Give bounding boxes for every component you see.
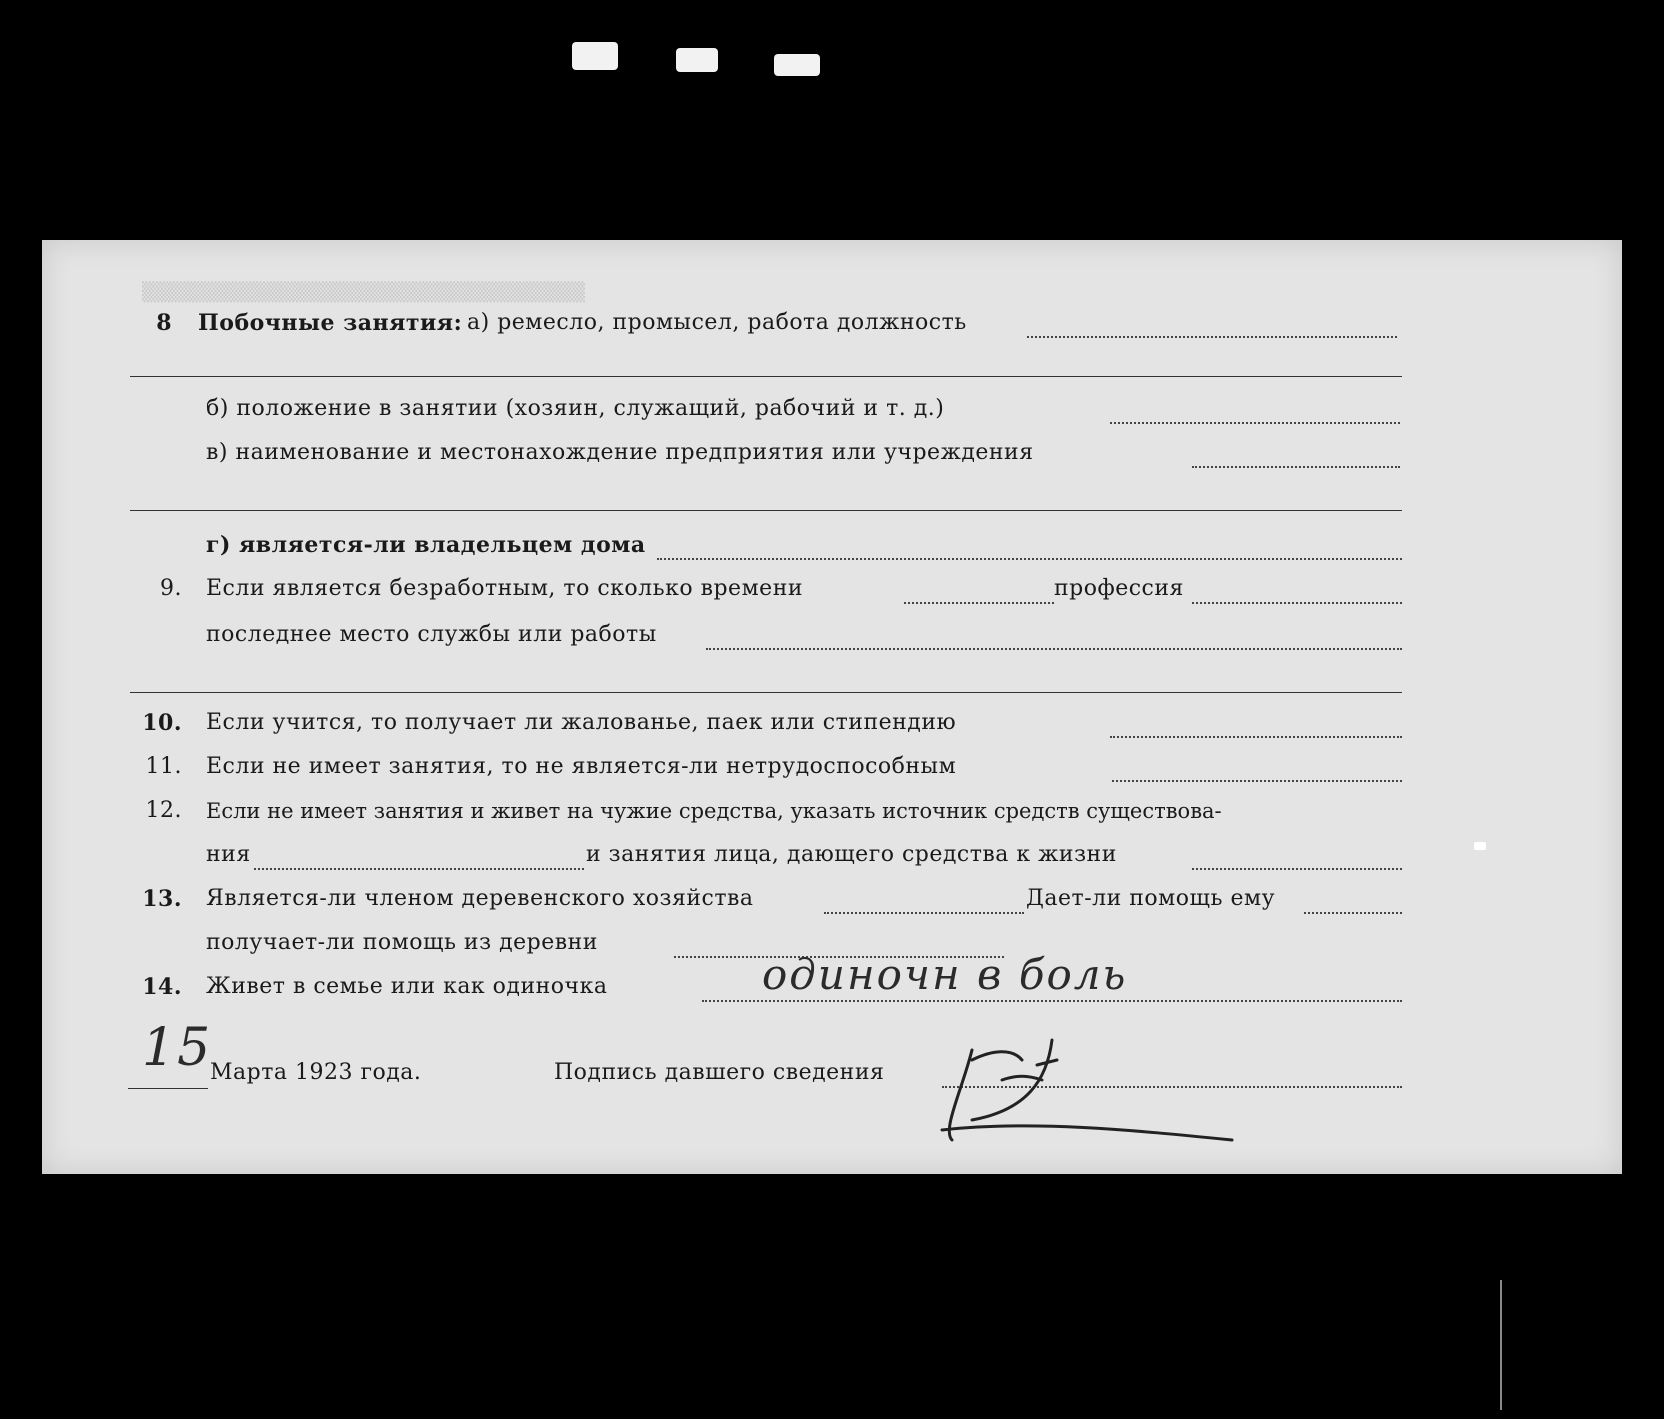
item-9-profession-field[interactable] — [1192, 602, 1402, 604]
date-day-handwritten: 15 — [142, 1018, 213, 1078]
item-12-provider-label: и занятия лица, дающего средства к жизни — [586, 842, 1117, 867]
item-11-row — [42, 752, 1622, 786]
signature-label: Подпись давшего сведения — [554, 1060, 885, 1085]
date-text: Марта 1923 года. — [210, 1060, 422, 1085]
item-14-label: Живет в семье или как одиночка — [206, 974, 608, 999]
item-12-source-field[interactable] — [254, 868, 584, 870]
item-12-label-cont: ния — [206, 842, 251, 867]
item-8v-continuation-line[interactable] — [130, 510, 1402, 511]
film-scratch — [1500, 1280, 1502, 1410]
item-8a-continuation-line[interactable] — [130, 376, 1402, 377]
item-9-continuation-line[interactable] — [130, 692, 1402, 693]
item-8b-field[interactable] — [1110, 422, 1400, 424]
film-tab-2 — [676, 48, 718, 72]
item-8v-row — [42, 438, 1622, 472]
item-8g-row — [42, 530, 1622, 564]
item-14-number: 14. — [142, 974, 182, 1000]
item-8-row — [42, 308, 1622, 342]
item-12-label: Если не имеет занятия и живет на чужие средства, указать источник средств существова- — [206, 799, 1222, 823]
item-12-provider-field[interactable] — [1192, 868, 1402, 870]
item-8g-field[interactable] — [657, 558, 1402, 560]
item-13-label: Является-ли членом деревенского хозяйства — [206, 886, 754, 911]
item-9-number: 9. — [160, 576, 182, 601]
signature-scribble — [932, 1020, 1332, 1150]
item-8b-row — [42, 394, 1622, 428]
item-8-number: 8 — [156, 310, 172, 336]
item-14-row — [42, 950, 1622, 1006]
item-9-row — [42, 574, 1622, 608]
form-card — [42, 240, 1622, 1174]
bleed-through: ▒▒▒▒▒▒▒▒▒▒▒▒▒▒▒▒▒▒▒▒▒▒▒▒▒▒▒▒▒▒▒▒ — [142, 282, 585, 303]
item-8v-label: в) наименование и местонахождение предприятия или учреждения — [206, 440, 1034, 465]
item-13-village-label: получает-ли помощь из деревни — [206, 930, 598, 955]
item-11-number: 11. — [145, 754, 182, 779]
item-10-number: 10. — [142, 710, 182, 736]
item-13-member-field[interactable] — [824, 912, 1024, 914]
item-9-label: Если является безработным, то сколько времени — [206, 576, 804, 601]
item-12-row — [42, 796, 1622, 830]
item-8a-label: а) ремесло, промысел, работа должность — [467, 310, 967, 335]
item-8b-label: б) положение в занятии (хозяин, служащий, рабочий и т. д.) — [206, 396, 945, 421]
item-14-handwritten-answer: одиночн в боль — [762, 950, 1128, 999]
item-12-number: 12. — [145, 798, 182, 823]
item-10-field[interactable] — [1110, 736, 1402, 738]
film-tab-3 — [774, 54, 820, 76]
item-9-lastjob-label: последнее место службы или работы — [206, 622, 657, 647]
footer-row — [42, 1018, 1622, 1092]
item-8a-field[interactable] — [1027, 336, 1397, 338]
item-8-title: Побочные занятия: — [198, 310, 463, 336]
film-tab-1 — [572, 42, 618, 70]
item-9-profession-label: профессия — [1054, 576, 1184, 601]
item-9-lastjob-field[interactable] — [706, 648, 1402, 650]
item-13-row — [42, 884, 1622, 918]
item-9-duration-field[interactable] — [904, 602, 1054, 604]
item-10-row — [42, 708, 1622, 742]
item-10-label: Если учится, то получает ли жалованье, паек или стипендию — [206, 710, 957, 735]
item-9-lastjob-row — [42, 620, 1622, 654]
item-13-number: 13. — [142, 886, 182, 912]
item-8v-field[interactable] — [1192, 466, 1400, 468]
item-11-label: Если не имеет занятия, то не является-ли нетрудоспособным — [206, 754, 957, 779]
date-day-line[interactable] — [128, 1088, 208, 1089]
item-13-help-label: Дает-ли помощь ему — [1026, 886, 1276, 911]
item-12-continuation-row — [42, 840, 1622, 874]
edge-mark — [1474, 842, 1486, 850]
item-11-field[interactable] — [1112, 780, 1402, 782]
item-13-help-field[interactable] — [1304, 912, 1402, 914]
item-8g-label: г) является-ли владельцем дома — [206, 532, 646, 558]
item-14-field[interactable] — [702, 1000, 1402, 1002]
